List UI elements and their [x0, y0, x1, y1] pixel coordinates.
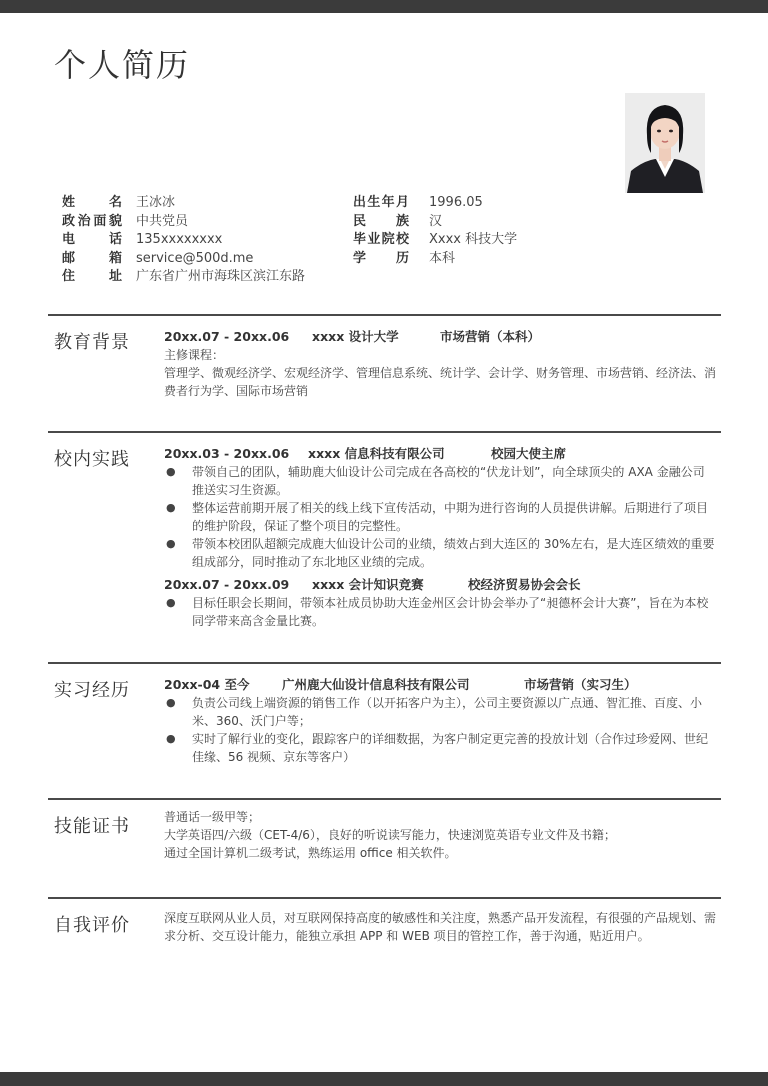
personal-info-left: [62, 194, 305, 287]
info-value: 135xxxxxxxx: [136, 232, 223, 247]
entry-org: xxxx 信息科技有限公司: [308, 446, 445, 461]
entry-header: [164, 676, 716, 694]
bullet-item: [164, 730, 716, 766]
info-value: 汉: [429, 213, 443, 229]
profile-photo: [625, 93, 705, 193]
entry-org: xxxx 会计知识竞赛: [312, 577, 424, 592]
info-label: 电话: [62, 232, 122, 247]
info-row-phone: [62, 231, 305, 250]
entry-date: 20xx.07 - 20xx.09: [164, 577, 290, 592]
section-skills: [48, 798, 721, 860]
info-row-degree: [353, 250, 517, 269]
section-body: [164, 909, 716, 945]
info-value: Xxxx 科技大学: [429, 232, 518, 247]
skill-line: 普通话一级甲等；: [164, 810, 261, 824]
info-row-name: [62, 194, 305, 213]
entry-role: 校园大使主席: [491, 446, 567, 461]
bullet-text: 负责公司线上端资源的销售工作（以开拓客户为主），公司主要资源以广点通、智汇推、百度、小米、360、沃门户等；: [192, 696, 703, 728]
personal-info-right: [353, 194, 517, 268]
info-value: service@500d.me: [136, 250, 254, 266]
section-body: [164, 328, 716, 400]
entry-header: [164, 576, 716, 594]
entry-date: 20xx.03 - 20xx.06: [164, 446, 290, 461]
bullet-item: [164, 694, 716, 730]
section-body: [164, 445, 716, 630]
info-value: 广东省广州市海珠区滨江东路: [136, 269, 306, 284]
info-row-birth: [353, 194, 517, 213]
info-label: 住址: [62, 269, 122, 284]
section-title: 自我评价: [54, 915, 130, 936]
bullet-icon: ●: [166, 732, 176, 745]
info-label: 邮箱: [62, 250, 122, 266]
bullet-icon: ●: [166, 537, 176, 550]
info-label: 政治面貌: [62, 213, 122, 229]
info-row-email: [62, 250, 305, 269]
bullet-icon: ●: [166, 465, 176, 478]
entry-major: 市场营销（本科）: [440, 329, 541, 344]
info-label: 学历: [353, 250, 409, 266]
bullet-text: 整体运营前期开展了相关的线上线下宣传活动，中期为进行咨询的人员提供讲解。后期进行了项目的维护阶段，保证了整个项目的完整性。: [192, 501, 709, 533]
info-label: 姓名: [62, 195, 122, 210]
entry-org: 广州鹿大仙设计信息科技有限公司: [282, 677, 470, 692]
section-title: 技能证书: [54, 816, 130, 837]
page-title: 个人简历: [54, 46, 191, 84]
info-value: 王冰冰: [136, 195, 176, 210]
entry-role: 校经济贸易协会会长: [468, 577, 581, 592]
bullet-item: [164, 463, 716, 499]
bullet-text: 目标任职会长期间，带领本社成员协助大连金州区会计协会举办了“昶德杯会计大赛”，旨在为本校同学带来高含金量比赛。: [192, 596, 709, 628]
bullet-icon: ●: [166, 696, 176, 709]
bullet-item: [164, 499, 716, 535]
bullet-item: [164, 594, 716, 630]
info-value: 1996.05: [429, 195, 483, 210]
skill-line: 通过全国计算机二级考试，熟练运用 office 相关软件。: [164, 846, 457, 860]
section-body: [164, 808, 716, 862]
info-row-political: [62, 213, 305, 232]
section-body: [164, 676, 716, 766]
entry-school: xxxx 设计大学: [312, 329, 399, 344]
section-internship: [48, 662, 721, 764]
info-value: 本科: [429, 250, 456, 266]
entry-header: [164, 328, 716, 346]
info-row-address: [62, 268, 305, 287]
section-title: 校内实践: [54, 449, 130, 470]
section-education: [48, 314, 721, 398]
bullet-item: [164, 535, 716, 571]
bullet-text: 实时了解行业的变化，跟踪客户的详细数据，为客户制定更完善的投放计划（合作过珍爱网、世纪佳缘、56 视频、京东等客户）: [192, 732, 709, 764]
entry-role: 市场营销（实习生）: [524, 677, 637, 692]
section-campus-practice: [48, 431, 721, 628]
bullet-icon: ●: [166, 501, 176, 514]
info-label: 毕业院校: [353, 232, 409, 247]
section-title: 教育背景: [54, 332, 130, 353]
entry-date: 20xx-04 至今: [164, 677, 250, 692]
self-evaluation-text: 深度互联网从业人员，对互联网保持高度的敏感性和关注度，熟悉产品开发流程，有很强的产品规划、需求分析、交互设计能力，能独立承担 APP 和 WEB 项目的管控工作，善于沟通，贴近用户。: [164, 911, 717, 943]
bottom-bar: [0, 1072, 768, 1086]
info-row-school: [353, 231, 517, 250]
bullet-text: 带领本校团队超额完成鹿大仙设计公司的业绩，绩效占到大连区的 30%左右，是大连区绩效的重要组成部分，同时推动了东北地区业绩的完成。: [192, 537, 715, 569]
entry-header: [164, 445, 716, 463]
section-self-evaluation: [48, 897, 721, 943]
course-list: 管理学、微观经济学、宏观经济学、管理信息系统、统计学、会计学、财务管理、市场营销、经济法、消费者行为学、国际市场营销: [164, 366, 717, 398]
top-bar: [0, 0, 768, 13]
bullet-icon: ●: [166, 596, 176, 609]
entry-date: 20xx.07 - 20xx.06: [164, 329, 290, 344]
course-label: 主修课程：: [164, 348, 225, 362]
info-value: 中共党员: [136, 213, 189, 229]
skill-line: 大学英语四/六级（CET-4/6），良好的听说读写能力，快速浏览英语专业文件及书籍；: [164, 828, 616, 842]
info-row-ethnicity: [353, 213, 517, 232]
info-label: 出生年月: [353, 195, 409, 210]
bullet-text: 带领自己的团队，辅助鹿大仙设计公司完成在各高校的“伏龙计划”，向全球顶尖的 AXA 金融公司推送实习生资源。: [192, 465, 705, 497]
section-title: 实习经历: [54, 680, 130, 701]
info-label: 民族: [353, 213, 409, 229]
